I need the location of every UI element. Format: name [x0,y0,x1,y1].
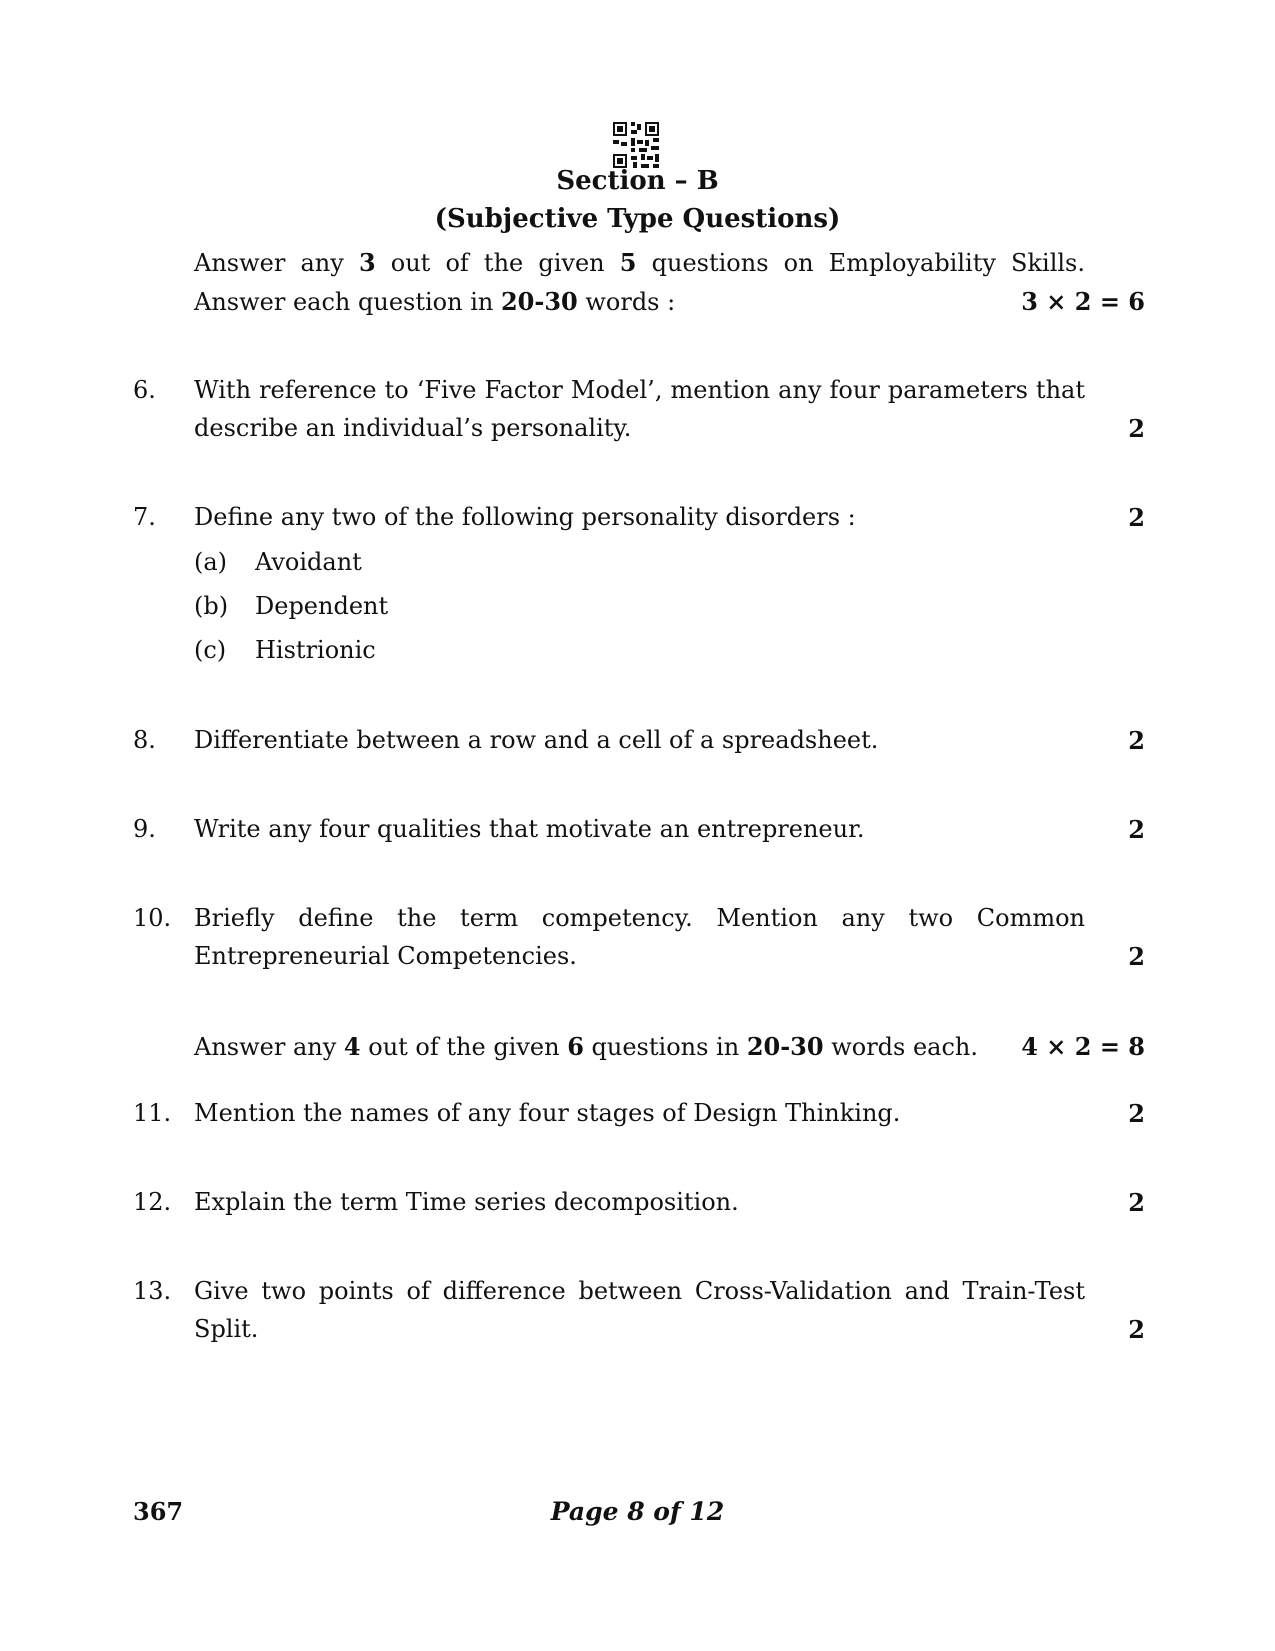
question-text: Explain the term Time series decomposition. [194,1188,739,1216]
question-marks: 2 [1128,1188,1145,1217]
option-label: (c) [194,636,227,664]
question-marks: 2 [1128,503,1145,532]
question-text: With reference to ‘Five Factor Model’, mention any four parameters that [194,376,1085,404]
question-marks: 2 [1128,942,1145,971]
option-label: (b) [194,592,229,620]
question-text: Differentiate between a row and a cell of a spreadsheet. [194,726,879,754]
question-number: 6. [133,376,156,404]
instruction-marks: 4 × 2 = 8 [1021,1032,1145,1061]
instruction-line-3: Answer any 4 out of the given 6 questions in 20-30 words each. [194,1032,979,1061]
section-title: Section – B [556,166,719,196]
question-text: Define any two of the following personality disorders : [194,503,856,531]
instruction-marks: 3 × 2 = 6 [1021,287,1145,316]
option-label: (a) [194,548,228,576]
question-text: Mention the names of any four stages of Design Thinking. [194,1099,901,1127]
instruction-line-1: Answer any 3 out of the given 5 questions on Employability Skills. [194,248,1086,277]
question-text-continued: Entrepreneurial Competencies. [194,942,577,970]
option-text: Histrionic [255,636,376,664]
question-marks: 2 [1128,726,1145,755]
question-text-continued: Split. [194,1315,259,1343]
section-subtitle: (Subjective Type Questions) [434,204,841,234]
question-number: 12. [133,1188,172,1216]
question-text: Briefly define the term competency. Mention any two Common [194,904,1085,932]
question-text-continued: describe an individual’s personality. [194,414,632,442]
qr-code-icon [613,122,661,168]
paper-code: 367 [133,1497,184,1526]
question-number: 13. [133,1277,172,1305]
question-text: Write any four qualities that motivate an entrepreneur. [194,815,865,843]
question-text: Give two points of difference between Cross-Validation and Train-Test [194,1277,1085,1305]
question-number: 11. [133,1099,172,1127]
question-number: 8. [133,726,156,754]
question-number: 7. [133,503,156,531]
option-text: Avoidant [255,548,362,576]
question-number: 9. [133,815,156,843]
question-number: 10. [133,904,172,932]
question-marks: 2 [1128,414,1145,443]
question-marks: 2 [1128,1099,1145,1128]
question-marks: 2 [1128,815,1145,844]
option-text: Dependent [255,592,389,620]
page-number: Page 8 of 12 [550,1497,725,1526]
question-marks: 2 [1128,1315,1145,1344]
instruction-line-2: Answer each question in 20-30 words : [194,287,676,316]
